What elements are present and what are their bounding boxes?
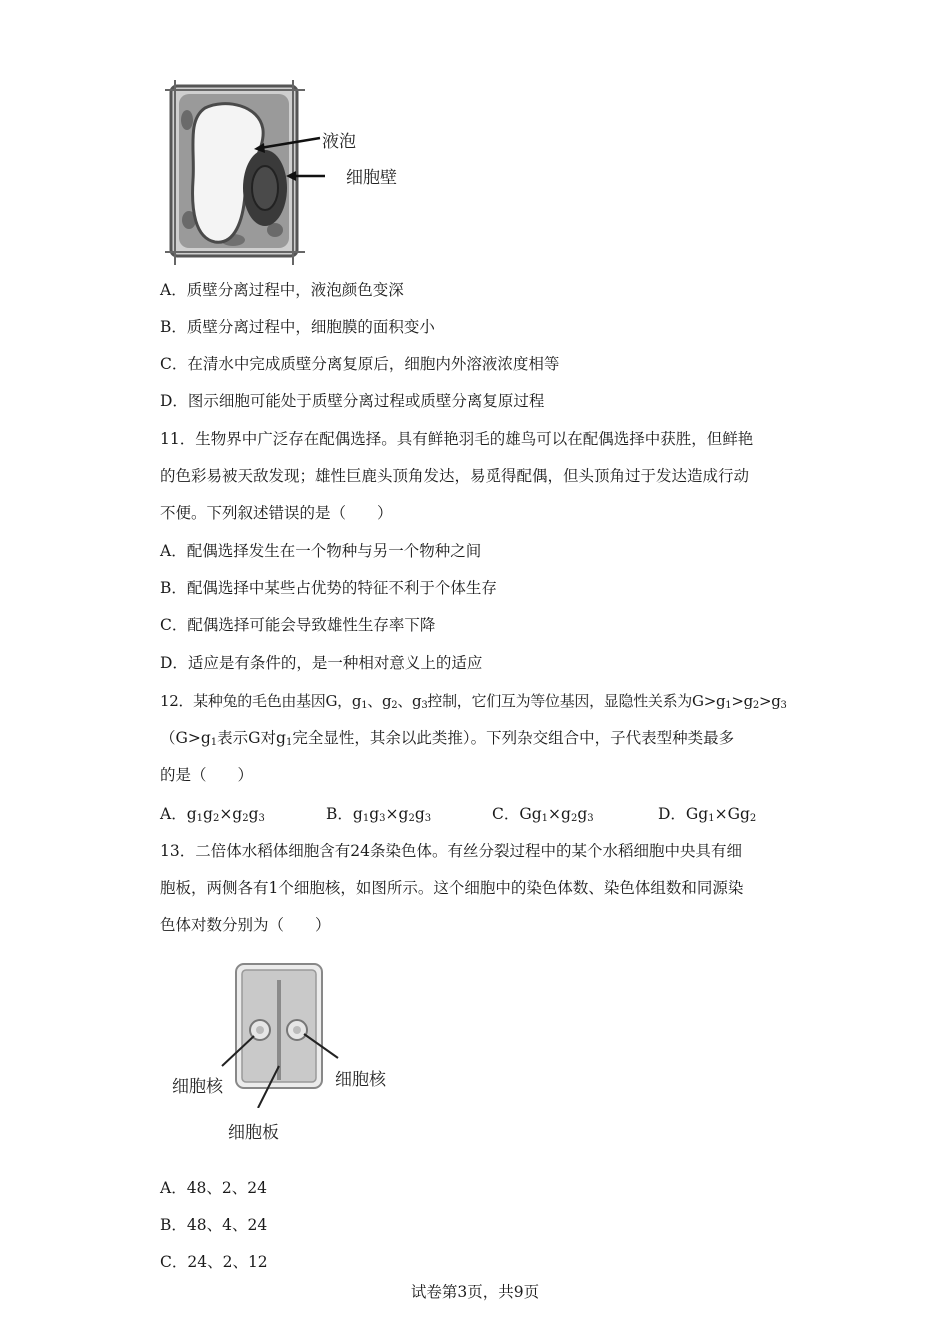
q12-option-c: C．$Gg_1\times g_2g_3$ <box>492 805 594 824</box>
q10-option-b: B．质壁分离过程中，细胞膜的面积变小 <box>160 318 435 336</box>
q11-stem-line2: 的色彩易被天敌发现；雄性巨鹿头顶角发达，易觅得配偶，但头顶角过于发达造成行动 <box>160 467 750 485</box>
q11-option-b: B．配偶选择中某些占优势的特征不利于个体生存 <box>160 579 497 597</box>
q11-stem-line3: 不便。下列叙述错误的是（ ） <box>160 504 393 522</box>
label-nucleus-right: 细胞核 <box>335 1070 386 1090</box>
q12-stem-line1: 12．某种兔的毛色由基因G，$g_1$、$g_2$、$g_3$控制，它们互为等位基因，显隐性关系为$G>g_1>g_2>g_3$ <box>160 692 787 711</box>
q13-stem-line1: 13．二倍体水稻体细胞含有24条染色体。有丝分裂过程中的某个水稻细胞中央具有细 <box>160 842 742 860</box>
page-footer: 试卷第3页，共9页 <box>410 1283 540 1301</box>
q13-stem-line2: 胞板，两侧各有1个细胞核，如图所示。这个细胞中的染色体数、染色体组数和同源染 <box>160 879 744 897</box>
label-nucleus-left: 细胞核 <box>172 1077 223 1097</box>
label-cell-plate: 细胞板 <box>228 1123 279 1143</box>
q12-option-d: D．$Gg_1\times Gg_2$ <box>658 805 757 824</box>
q11-stem-line1: 11．生物界中广泛存在配偶选择。具有鲜艳羽毛的雄鸟可以在配偶选择中获胜，但鲜艳 <box>160 430 754 448</box>
q12-option-b: B．$g_1g_3\times g_2g_3$ <box>326 805 432 824</box>
q13-option-a: A．48、2、24 <box>160 1179 268 1197</box>
q12-option-a: A．$g_1g_2\times g_2g_3$ <box>160 805 265 824</box>
q13-option-c: C．24、2、12 <box>160 1253 268 1271</box>
q12-stem-line2: （$G>g_1$表示G对$g_1$完全显性，其余以此类推）。下列杂交组合中，子代表型种类最多 <box>160 729 735 748</box>
q11-option-d: D．适应是有条件的，是一种相对意义上的适应 <box>160 654 483 672</box>
label-vacuole: 液泡 <box>322 132 356 152</box>
q10-option-d: D．图示细胞可能处于质壁分离过程或质壁分离复原过程 <box>160 392 545 410</box>
q13-option-b: B．48、4、24 <box>160 1216 268 1234</box>
q11-option-a: A．配偶选择发生在一个物种与另一个物种之间 <box>160 542 482 560</box>
q12-stem-line3: 的是（ ） <box>160 766 254 784</box>
q10-option-a: A．质壁分离过程中，液泡颜色变深 <box>160 281 404 299</box>
figure1-arrows <box>250 128 325 188</box>
q11-option-c: C．配偶选择可能会导致雄性生存率下降 <box>160 616 436 634</box>
label-cell-wall: 细胞壁 <box>346 168 397 188</box>
q10-option-c: C．在清水中完成质壁分离复原后，细胞内外溶液浓度相等 <box>160 355 560 373</box>
q13-stem-line3: 色体对数分别为（ ） <box>160 916 331 934</box>
